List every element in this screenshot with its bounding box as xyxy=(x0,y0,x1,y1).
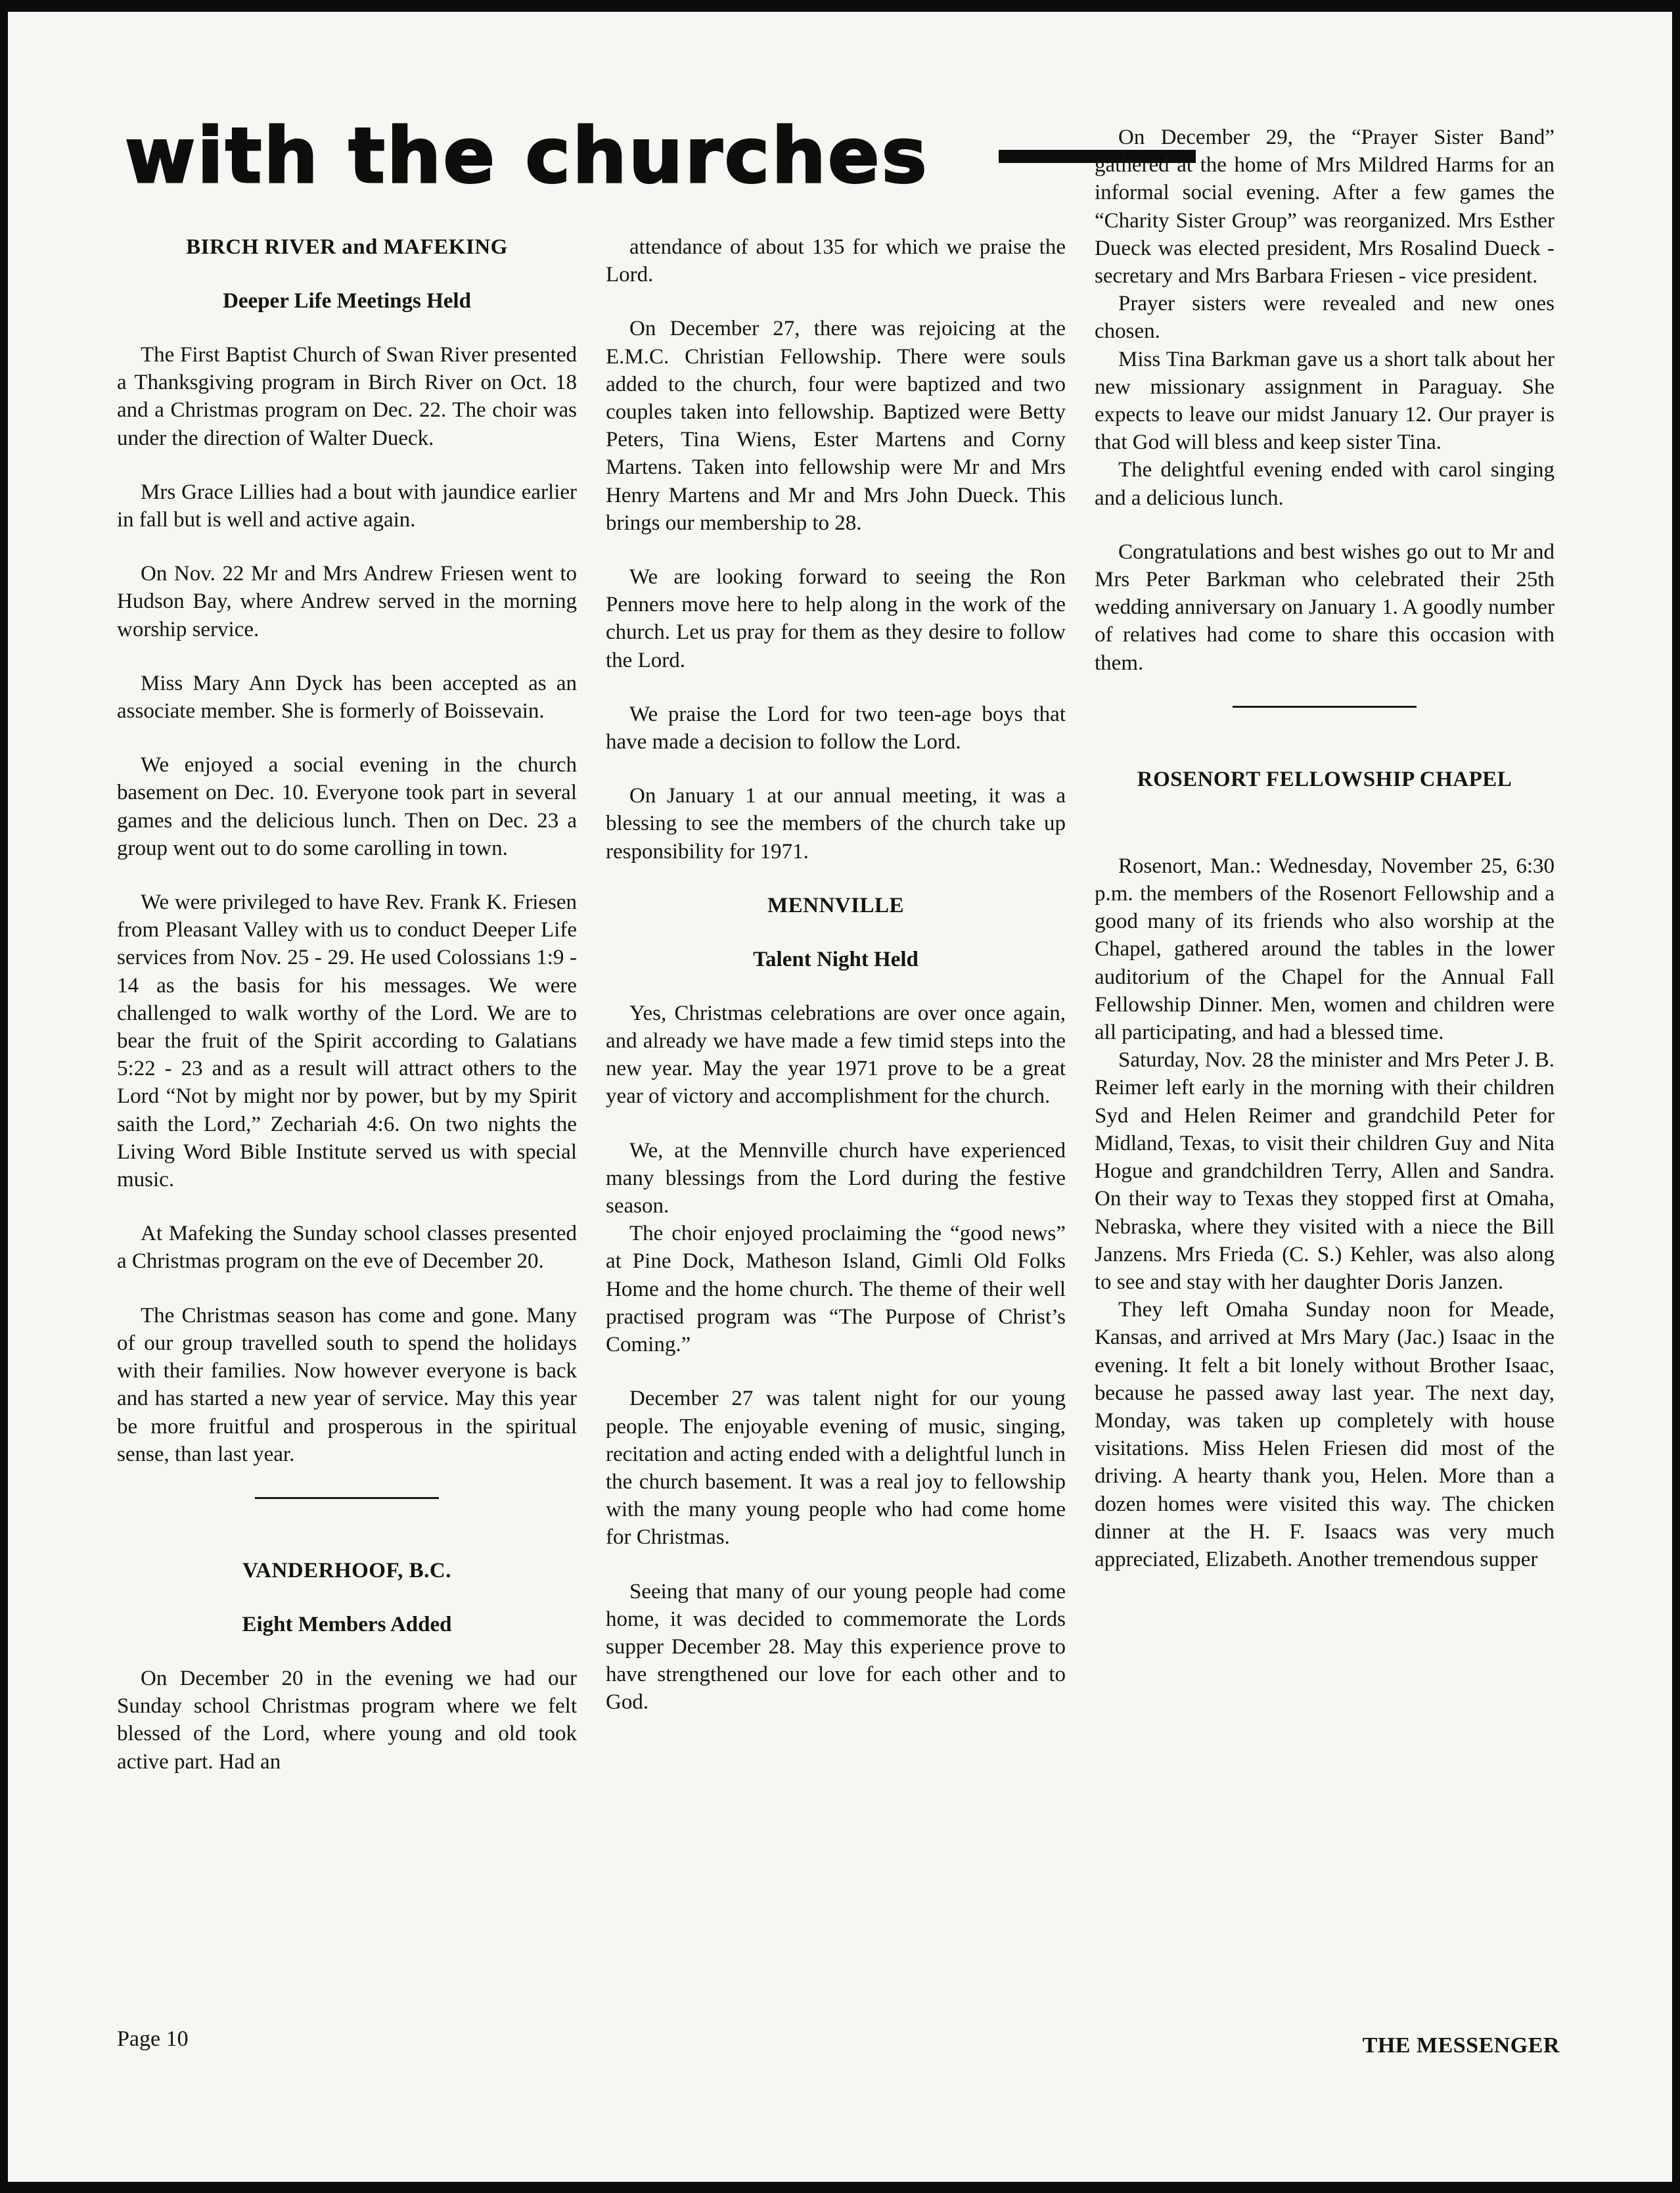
section-divider xyxy=(255,1497,439,1499)
body-paragraph: On December 27, there was rejoicing at the E.M.C. Christian Fellowship. There were souls added to the church, four were baptized and two couples taken into fellowship. Baptized were Betty Peters, Tina Wiens, Ester Martens and Corny Martens. Taken into fellowship were Mr and Mrs Henry Martens and Mr and Mrs John Dueck. This brings our membership to 28. xyxy=(606,317,1066,535)
body-paragraph: Miss Mary Ann Dyck has been accepted as an associate member. She is formerly of Boissevain. xyxy=(117,671,577,724)
section-spacer xyxy=(1095,819,1555,852)
column-1 xyxy=(117,233,577,2008)
body-paragraph: Mrs Grace Lillies had a bout with jaundice earlier in fall but is well and active again. xyxy=(117,480,577,532)
masthead xyxy=(125,112,1078,200)
body-paragraph: Yes, Christmas celebrations are over once again, and already we have made a few timid steps into the new year. May the year 1971 prove to be a great year of victory and accomplishment for the church. xyxy=(606,1001,1066,1109)
body-paragraph: Prayer sisters were revealed and new ones chosen. xyxy=(1095,292,1555,344)
page-number: Page 10 xyxy=(117,2027,189,2051)
body-paragraph: At Mafeking the Sunday school classes presented a Christmas program on the eve of December 20. xyxy=(117,1222,577,1274)
body-paragraph: Rosenort, Man.: Wednesday, November 25, 6:30 p.m. the members of the Rosenort Fellowship and a good many of its friends who also worship at the Chapel, gathered around the tables in the lower auditorium of the Chapel for the Annual Fall Fellowship Dinner. Men, women and children were all participating, and had a blessed time. xyxy=(1095,854,1555,1045)
column-2 xyxy=(606,233,1066,2008)
scan-edge-top xyxy=(0,0,1680,12)
body-paragraph: We are looking forward to seeing the Ron Penners move here to help along in the work of the church. Let us pray for them as they desire to follow the Lord. xyxy=(606,565,1066,672)
body-paragraph: December 27 was talent night for our young people. The enjoyable evening of music, singing, recitation and acting ended with a delightful lunch in the church basement. It was a real joy to fellowship with the many young people who had come home for Christmas. xyxy=(606,1387,1066,1550)
body-paragraph: We, at the Mennville church have experienced many blessings from the Lord during the festive season. xyxy=(606,1138,1066,1218)
body-paragraph: We enjoyed a social evening in the church basement on Dec. 10. Everyone took part in several games and the delicious lunch. Then on Dec. 23 a group went out to do some carolling in town. xyxy=(117,753,577,860)
section-heading: VANDERHOOF, B.C. xyxy=(242,1558,451,1582)
body-paragraph: On Nov. 22 Mr and Mrs Andrew Friesen went to Hudson Bay, where Andrew served in the morning worship service. xyxy=(117,562,577,641)
section-subheading: Eight Members Added xyxy=(242,1612,452,1636)
body-paragraph: The delightful evening ended with carol singing and a delicious lunch. xyxy=(1095,458,1555,510)
body-paragraph: Congratulations and best wishes go out to Mr and Mrs Peter Barkman who celebrated their 25th wedding anniversary on January 1. A goodly number of relatives had come to share this occasion with them. xyxy=(1095,540,1555,675)
body-paragraph: The First Baptist Church of Swan River presented a Thanksgiving program in Birch River on Oct. 18 and a Christmas program on Dec. 22. The choir was under the direction of Walter Dueck. xyxy=(117,343,577,450)
masthead-title: with the churches xyxy=(125,112,929,200)
body-paragraph: We praise the Lord for two teen-age boys that have made a decision to follow the Lord. xyxy=(606,702,1066,754)
section-subheading: Deeper Life Meetings Held xyxy=(223,289,471,313)
scan-edge-bottom xyxy=(0,2182,1680,2193)
body-paragraph: On December 20 in the evening we had our Sunday school Christmas program where we felt blessed of the Lord, where young and old took active part. Had an xyxy=(117,1666,577,1774)
section-subheading: Talent Night Held xyxy=(753,947,919,971)
section-heading: BIRCH RIVER and MAFEKING xyxy=(186,235,508,259)
publication-name: THE MESSENGER xyxy=(1362,2033,1560,2058)
body-paragraph: On January 1 at our annual meeting, it was a blessing to see the members of the church take up responsibility for 1971. xyxy=(606,784,1066,864)
body-paragraph: The Christmas season has come and gone. Many of our group travelled south to spend the holidays with their families. Now however everyone is back and has started a new year of service. May this year be more fruitful and prosperous in the spiritual sense, than last year. xyxy=(117,1303,577,1466)
body-paragraph: attendance of about 135 for which we praise the Lord. xyxy=(606,235,1066,287)
section-heading: MENNVILLE xyxy=(767,893,905,917)
column-3 xyxy=(1095,124,1555,1898)
section-heading: ROSENORT FELLOWSHIP CHAPEL xyxy=(1137,767,1512,791)
body-paragraph: The choir enjoyed proclaiming the “good news” at Pine Dock, Matheson Island, Gimli Old Folks Home and the home church. The theme of their well practised program was “The Purpose of Christ’s Coming.” xyxy=(606,1222,1066,1357)
body-paragraph: Miss Tina Barkman gave us a short talk about her new missionary assignment in Paraguay. She expects to leave our midst January 12. Our prayer is that God will bless and keep sister Tina. xyxy=(1095,347,1555,455)
body-paragraph: We were privileged to have Rev. Frank K. Friesen from Pleasant Valley with us to conduct Deeper Life services from Nov. 25 - 29. He used Colossians 1:9 - 14 as the basis for his messages. We were challenged to walk worthy of the Lord. We are to bear the fruit of the Spirit according to Galatians 5:22 - 23 and as a result will attract others to the Lord “Not by might nor by power, but by my Spirit saith the Lord,” Zechariah 4:6. On two nights the Living Word Bible Institute served us with special music. xyxy=(117,890,577,1192)
body-paragraph: They left Omaha Sunday noon for Meade, Kansas, and arrived at Mrs Mary (Jac.) Isaac in the evening. It felt a bit lonely without Brother Isaac, because he passed away last year. The next day, Monday, was taken up completely with house visitations. Miss Helen Friesen did most of the driving. A hearty thank you, Helen. More than a dozen homes were visited this way. The chicken dinner at the H. F. Isaacs was very much appreciated, Elizabeth. Another tremendous supper xyxy=(1095,1298,1555,1571)
body-paragraph: Saturday, Nov. 28 the minister and Mrs Peter J. B. Reimer left early in the morning with their children Syd and Helen Reimer and grandchild Peter for Midland, Texas, to visit their children Guy and Nita Hogue and grandchildren Terry, Allen and Sandra. On their way to Texas they stopped first at Omaha, Nebraska, where they visited with a niece the Bill Janzens. Mrs Frieda (C. S.) Kehler, was also along to see and stay with her daughter Doris Janzen. xyxy=(1095,1048,1555,1294)
scan-edge-left xyxy=(0,0,8,2193)
scan-edge-right xyxy=(1672,0,1680,2193)
body-paragraph: On December 29, the “Prayer Sister Band” gathered at the home of Mrs Mildred Harms for an informal social evening. After a few games the “Charity Sister Group” was reorganized. Mrs Esther Dueck was elected president, Mrs Rosalind Dueck - secretary and Mrs Barbara Friesen - vice president. xyxy=(1095,126,1555,289)
body-paragraph: Seeing that many of our young people had come home, it was decided to commemorate the Lords supper December 28. May this experience prove to have strengthened our love for each other and to God. xyxy=(606,1579,1066,1715)
section-divider xyxy=(1233,706,1417,708)
